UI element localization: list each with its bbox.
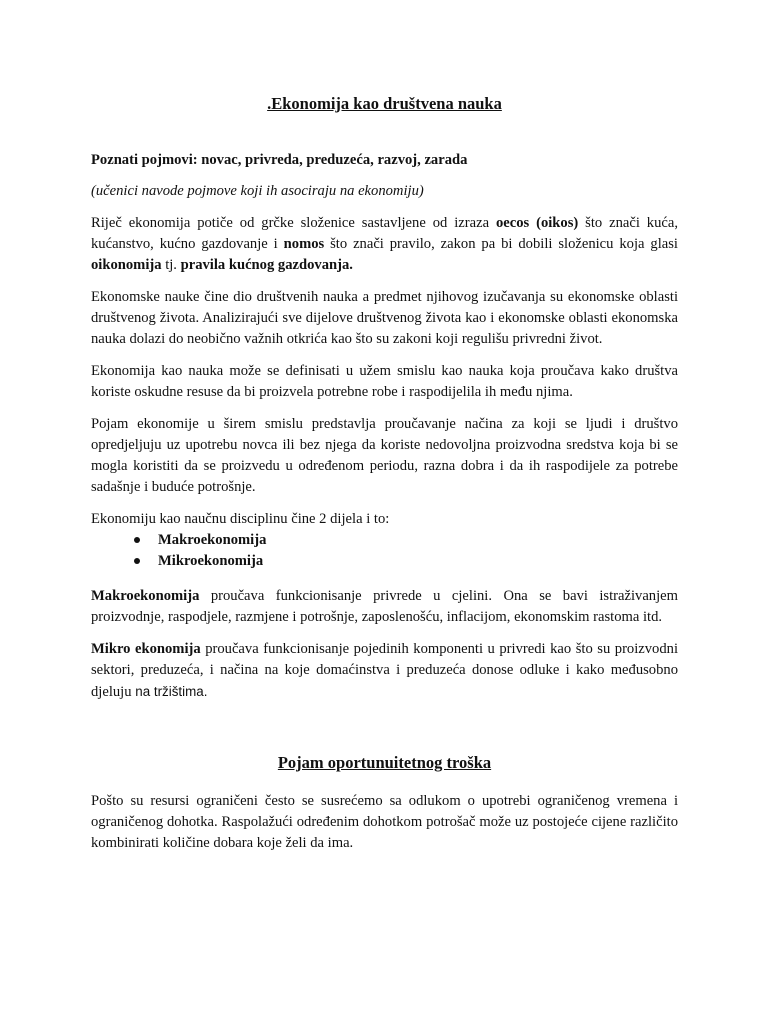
term-pravila: pravila kućnog gazdovanja. (180, 257, 353, 273)
known-terms-line: Poznati pojmovi: novac, privreda, preduzeća, razvoj, zarada (91, 152, 468, 168)
section-heading: Pojam oportunuitetnog troška (277, 753, 492, 772)
list-item (91, 530, 678, 551)
list-item-label: Mikroekonomija (158, 553, 264, 569)
paragraph-economic-sciences: Ekonomske nauke čine dio društvenih nauka a predmet njihovog izučavanja su ekonomske oblasti društvenog života. Analizirajući sve dijelove društvenog života kao i ekonomske oblasti ekonomska nauka dolazi do neobično važnih otkrića kao što su zakoni koji regulišu privredni život. (91, 289, 678, 347)
paragraph-narrow-definition: Ekonomija kao nauka može se definisati u užem smislu kao nauka koja proučava kako društva koriste oskudne resuse da bi proizvela potrebne robe i raspodijelila ih među njima. (91, 363, 678, 400)
term-mikro-ekonomija: Mikro ekonomija (91, 641, 201, 657)
paragraph-discipline-parts: Ekonomiju kao naučnu disciplinu čine 2 dijela i to: (91, 511, 390, 527)
paragraph-limited-resources: Pošto su resursi ograničeni često se susrećemo sa odlukom o upotrebi ograničenog vremena i ograničenog dohotka. Raspolažući određenim dohotkom potrošač može uz postojeće cijene različito kombinirati količine dobara koje želi da ima. (91, 793, 678, 851)
bullet-icon (134, 537, 140, 543)
paragraph-macroeconomics (91, 586, 678, 628)
section-heading-wrap (91, 750, 678, 776)
discipline-list (91, 530, 678, 572)
paragraph-word-origin (91, 213, 678, 276)
bullet-icon (134, 558, 140, 564)
term-oikonomija: oikonomija (91, 257, 162, 273)
text-segment: Riječ ekonomija potiče od grčke složenice sastavljene od izraza (91, 215, 496, 231)
paragraph-broad-definition: Pojam ekonomije u širem smislu predstavlja proučavanje načina za koji se ljudi i društvo opredjeljuju uz upotrebu novca ili bez njega da koriste nedovoljna proizvodna sredstva koja bi se mogla koristiti da se proizvedu u određenom periodu, razna dobra i da ih raspodijele za potrebe sadašnje i buduće potrošnje. (91, 416, 678, 495)
text-segment: što znači pravilo, zakon pa bi dobili složenicu koja glasi (324, 236, 678, 252)
text-segment: tj. (161, 257, 181, 273)
term-makroekonomija: Makroekonomija (91, 588, 200, 604)
term-nomos: nomos (283, 236, 325, 252)
document-body (91, 90, 678, 854)
text-segment: proučava funkcionisanje pojedinih komponenti u privredi kao što su proizvodni sektori, preduzeća, i načina na koje domaćinstva i preduzeća donose odluke i kako međusobno djeluju (91, 641, 679, 700)
text-segment: što znači kuća, kućanstvo, kućno gazdovanje i (91, 215, 678, 252)
term-oecos: oecos (oikos) (495, 215, 579, 231)
paragraph-microeconomics (91, 639, 678, 703)
list-item-label: Makroekonomija (158, 532, 267, 548)
document-title: .Ekonomija kao društvena nauka (267, 94, 502, 113)
students-note: (učenici navode pojmove koji ih asociraju na ekonomiju) (91, 183, 424, 199)
list-item (91, 551, 678, 572)
text-segment: proučava funkcionisanje privrede u cjelini. Ona se bavi istraživanjem proizvodnje, raspodjele, razmjene i potrošnje, zaposlenošću, inflacijom, ekonomskim rastoma itd. (91, 588, 678, 625)
text-segment-sans: na tržištima. (131, 684, 208, 699)
